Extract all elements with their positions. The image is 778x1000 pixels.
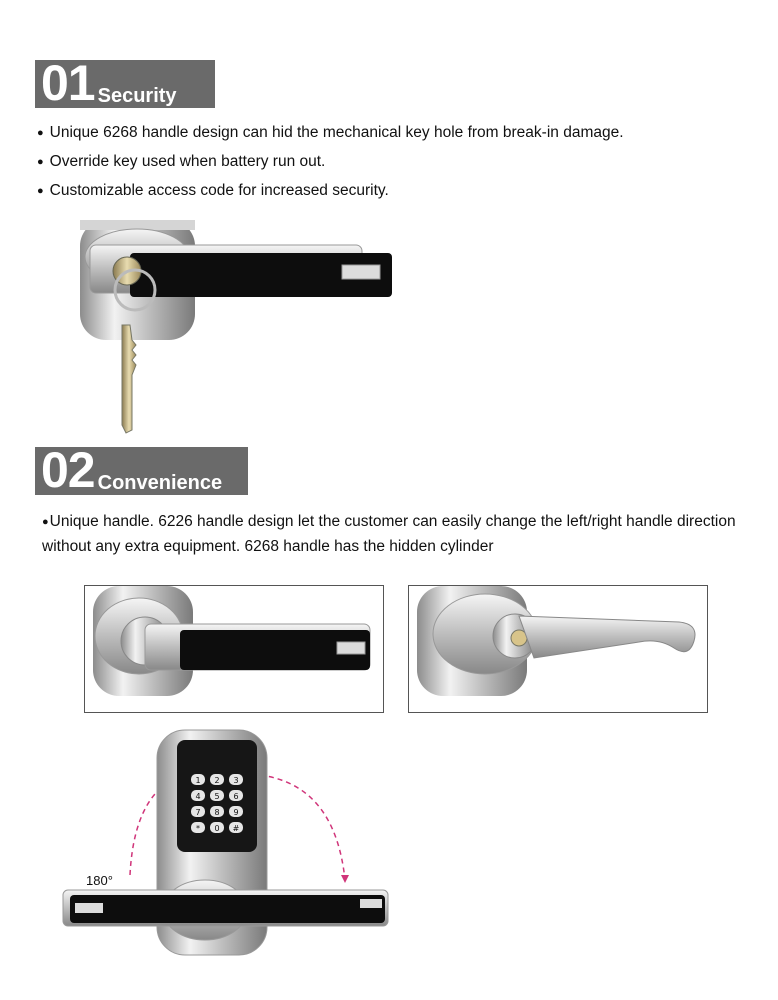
keypad-key-label: 3 — [233, 776, 239, 785]
section-title: Convenience — [97, 472, 223, 494]
rotation-label: 180° — [86, 873, 113, 888]
keypad-key-label: # — [232, 824, 240, 833]
list-item: ● Customizable access code for increased security. — [37, 181, 624, 210]
lock-with-key-image — [70, 215, 400, 440]
list-item: ● Unique handle. 6226 handle design let the customer can easily change the left/right handle direction without any extra equipment. 6268 handle has the hidden cylinder — [42, 510, 742, 559]
chrome-lever-panel — [408, 585, 708, 713]
section-security-header — [35, 55, 215, 111]
list-item: ● Unique 6268 handle design can hid the mechanical key hole from break-in damage. — [37, 123, 624, 152]
arrow-head-icon — [341, 875, 349, 883]
section-number: 02 — [41, 442, 95, 498]
section-number: 01 — [41, 55, 95, 111]
keypad-key-label: 8 — [214, 808, 220, 817]
keypad-key-label: 1 — [195, 776, 201, 785]
keypad-key-label: 7 — [195, 808, 201, 817]
keypad-key-label: * — [196, 824, 200, 833]
convenience-bullet-list — [42, 510, 742, 559]
keypad-key-label: 4 — [195, 792, 201, 801]
keypad-key-label: 9 — [233, 808, 239, 817]
section-title: Security — [97, 85, 177, 107]
lever-handle-image — [85, 586, 383, 712]
section-convenience-header — [35, 442, 248, 498]
list-item: ● Override key used when battery run out. — [37, 152, 624, 181]
rotation-arc-right — [260, 775, 345, 880]
keypad-key-label: 5 — [214, 792, 220, 801]
keypad-key-label: 2 — [214, 776, 220, 785]
keypad-lock-image — [55, 725, 395, 965]
keypad-key-label: 6 — [233, 792, 239, 801]
lever-handle-panel — [84, 585, 384, 713]
chrome-lever-image — [409, 586, 707, 712]
keypad-key-label: 0 — [214, 824, 220, 833]
security-bullet-list — [37, 123, 624, 210]
